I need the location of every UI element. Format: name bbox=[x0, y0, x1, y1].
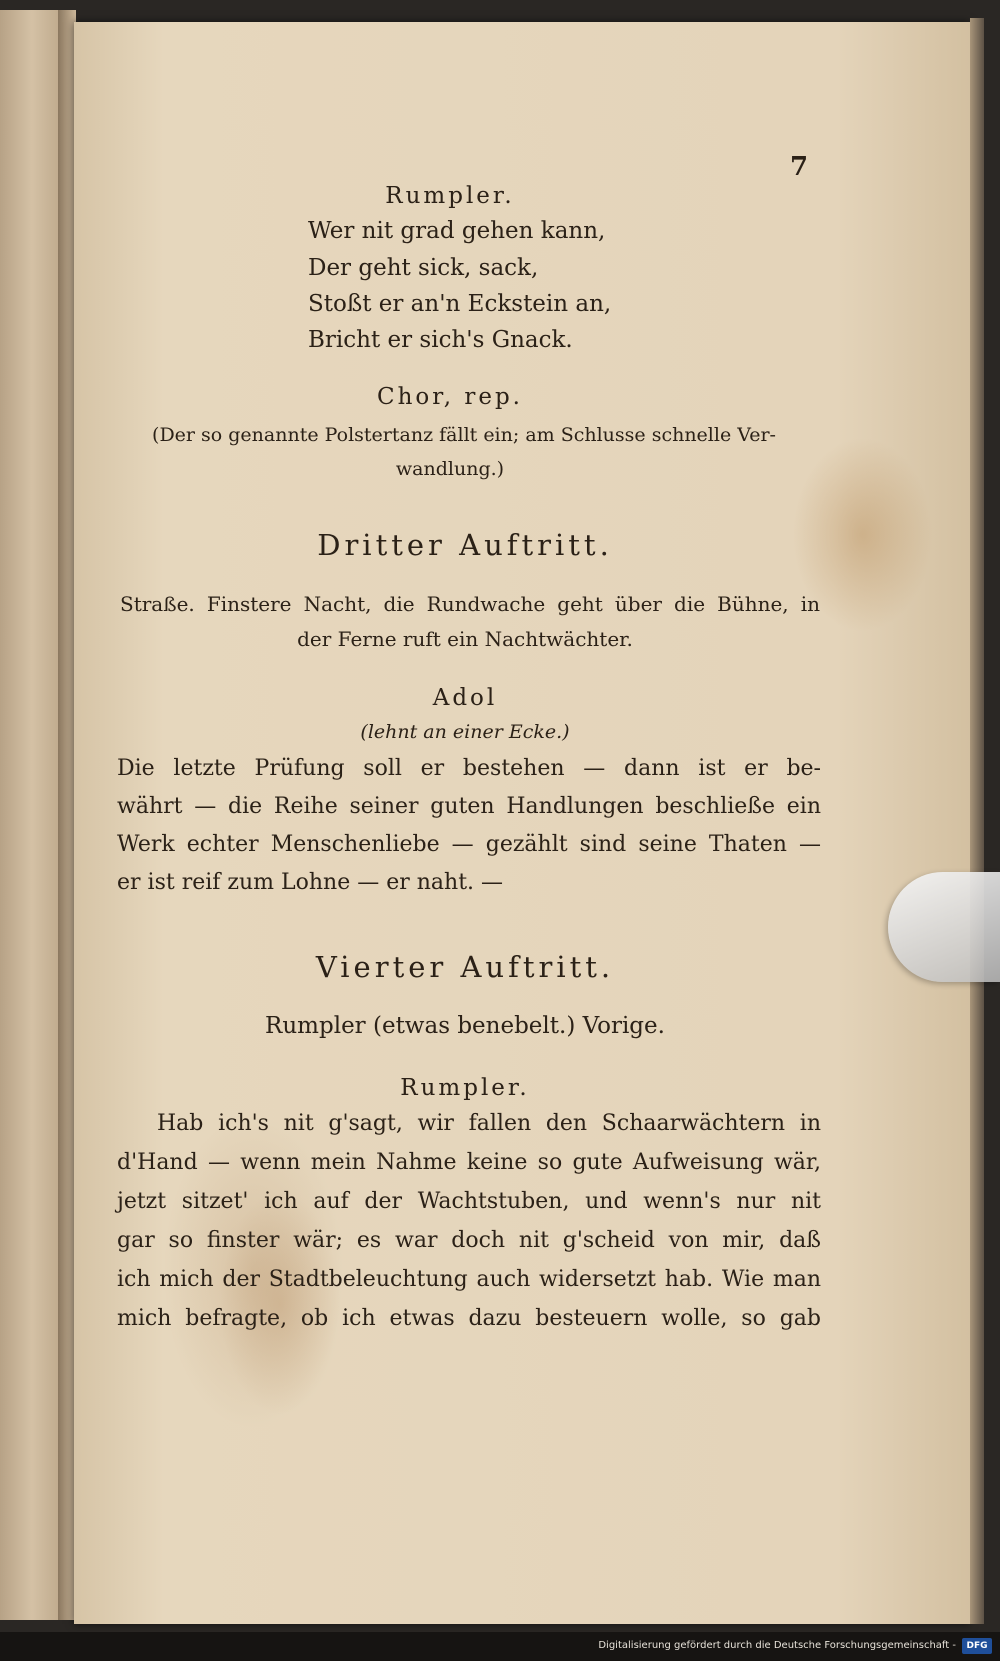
verse-line-1: Wer nit grad gehen kann, bbox=[308, 218, 606, 244]
verse-line-2: Der geht sick, sack, bbox=[308, 255, 539, 281]
right-page-edge bbox=[970, 18, 984, 1624]
speech-rumpler-line-4: gar so finster wär; es war doch nit g'scheid von mir, daß bbox=[117, 1228, 821, 1253]
cast-line: Rumpler (etwas benebelt.) Vorige. bbox=[265, 1013, 665, 1039]
scene-heading-dritter: Dritter Auftritt. bbox=[317, 528, 613, 562]
digitization-credit: Digitalisierung gefördert durch die Deutsche Forschungsgemeinschaft - bbox=[598, 1640, 956, 1651]
stage-direction-line-1: (Der so genannte Polstertanz fällt ein; am Schlusse schnelle Ver- bbox=[152, 424, 776, 446]
verse-line-3: Stoßt er an'n Eckstein an, bbox=[308, 291, 612, 317]
stage-direction-line-2: wandlung.) bbox=[395, 458, 505, 480]
speaker-adol: Adol bbox=[432, 685, 498, 711]
chorus-line: Chor, rep. bbox=[377, 384, 523, 410]
speech-adol-line-1: Die letzte Prüfung soll er bestehen — dann ist er be- bbox=[117, 756, 821, 781]
speaker-rumpler: Rumpler. bbox=[385, 183, 515, 209]
speech-rumpler-line-3: jetzt sitzet' ich auf der Wachtstuben, und wenn's nur nit bbox=[117, 1189, 821, 1214]
speech-adol-line-3: Werk echter Menschenliebe — gezählt sind seine Thaten — bbox=[117, 832, 821, 857]
speech-adol-line-2: währt — die Reihe seiner guten Handlungen beschließe ein bbox=[117, 794, 821, 819]
setting-line-1: Straße. Finstere Nacht, die Rundwache geht über die Bühne, in bbox=[120, 592, 820, 616]
speech-rumpler-line-6: mich befragte, ob ich etwas dazu besteuern wolle, so gab bbox=[117, 1306, 821, 1331]
left-page-edge bbox=[0, 10, 58, 1620]
speech-rumpler-line-2: d'Hand — wenn mein Nahme keine so gute Aufweisung wär, bbox=[117, 1150, 821, 1175]
page-clip-holder bbox=[888, 872, 1000, 982]
scene-heading-vierter: Vierter Auftritt. bbox=[315, 950, 615, 984]
verse-line-4: Bricht er sich's Gnack. bbox=[308, 327, 573, 353]
speech-rumpler-line-5: ich mich der Stadtbeleuchtung auch widersetzt hab. Wie man bbox=[117, 1267, 821, 1292]
setting-line-2: der Ferne ruft ein Nachtwächter. bbox=[297, 627, 633, 651]
page-number: 7 bbox=[790, 152, 809, 182]
speaker-rumpler-2: Rumpler. bbox=[400, 1075, 530, 1101]
stage-direction-adol: (lehnt an einer Ecke.) bbox=[360, 721, 570, 743]
speech-adol-line-4: er ist reif zum Lohne — er naht. — bbox=[117, 870, 504, 895]
speech-rumpler-line-1: Hab ich's nit g'sagt, wir fallen den Schaarwächtern in bbox=[157, 1111, 821, 1136]
dfg-logo-icon: DFG bbox=[962, 1638, 992, 1654]
